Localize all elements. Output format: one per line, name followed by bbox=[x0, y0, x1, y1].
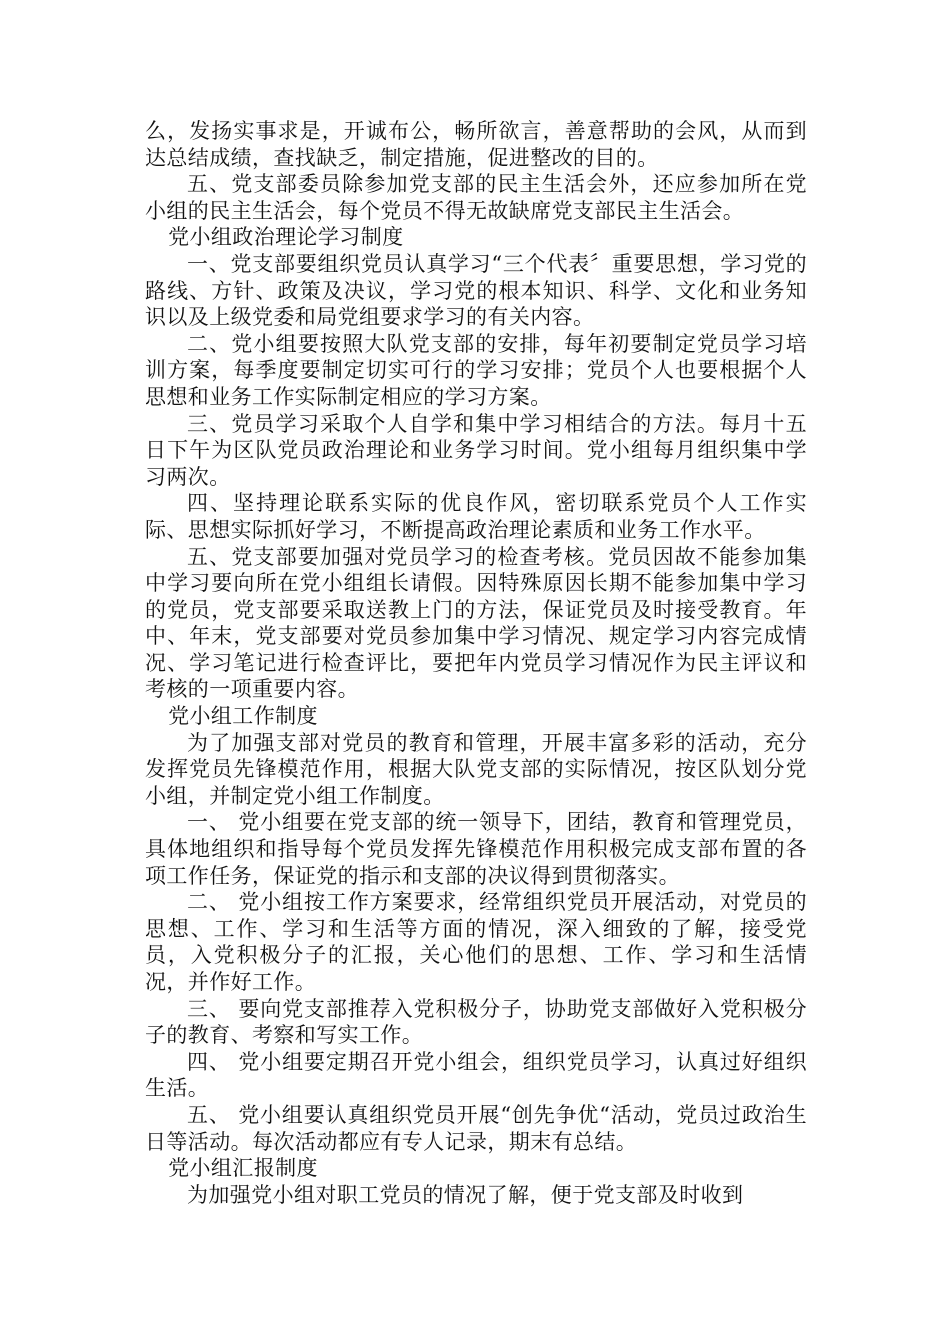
paragraph-study-item-2: 二、党小组要按照大队党支部的安排，每年初要制定党员学习培训方案，每季度要制定切实可行的学习安排；党员个人也要根据个人思想和业务工作实际制定相应的学习方案。 bbox=[145, 331, 807, 409]
paragraph-study-item-3: 三、党员学习采取个人自学和集中学习相结合的方法。每月十五日下午为区队党员政治理论和业务学习时间。党小组每月组织集中学习两次。 bbox=[145, 411, 807, 489]
paragraph-study-item-4: 四、坚持理论联系实际的优良作风，密切联系党员个人工作实际、思想实际抓好学习，不断提高政治理论素质和业务工作水平。 bbox=[145, 491, 807, 542]
section-heading-study-system: 党小组政治理论学习制度 bbox=[168, 225, 404, 250]
paragraph-committee-attendance: 五、党支部委员除参加党支部的民主生活会外，还应参加所在党小组的民主生活会，每个党员不得无故缺席党支部民主生活会。 bbox=[145, 172, 807, 223]
document-page bbox=[145, 118, 807, 1208]
paragraph-work-item-2: 二、 党小组按工作方案要求，经常组织党员开展活动，对党员的思想、工作、学习和生活等方面的情况，深入细致的了解，接受党员，入党积极分子的汇报，关心他们的思想、工作、学习和生活情况，并作好工作。 bbox=[145, 890, 807, 994]
paragraph-work-item-5: 五、 党小组要认真组织党员开展“创先争优“活动，党员过政治生日等活动。每次活动都应有专人记录，期末有总结。 bbox=[145, 1102, 807, 1154]
paragraph-work-intro: 为了加强支部对党员的教育和管理，开展丰富多彩的活动，充分发挥党员先锋模范作用，根据大队党支部的实际情况，按区队划分党小组，并制定党小组工作制度。 bbox=[145, 730, 807, 808]
paragraph-report-intro: 为加强党小组对职工党员的情况了解，便于党支部及时收到 bbox=[187, 1182, 744, 1207]
paragraph-work-item-4: 四、 党小组要定期召开党小组会，组织党员学习，认真过好组织生活。 bbox=[145, 1049, 807, 1101]
paragraph-work-item-1: 一、 党小组要在党支部的统一领导下，团结，教育和管理党员，具体地组织和指导每个党员发挥先锋模范作用积极完成支部布置的各项工作任务，保证党的指示和支部的决议得到贯彻落实。 bbox=[145, 810, 807, 888]
paragraph-study-item-5: 五、党支部要加强对党员学习的检查考核。党员因故不能参加集中学习要向所在党小组组长请假。因特殊原因长期不能参加集中学习的党员，党支部要采取送教上门的方法，保证党员及时接受教育。年中、年末，党支部要对党员参加集中学习情况、规定学习内容完成情况、学习笔记进行检查评比，要把年内党员学习情况作为民主评议和考核的一项重要内容。 bbox=[145, 544, 807, 702]
section-heading-report-system: 党小组汇报制度 bbox=[168, 1156, 318, 1181]
paragraph-work-item-3: 三、 要向党支部推荐入党积极分子，协助党支部做好入党积极分子的教育、考察和写实工作。 bbox=[145, 996, 807, 1048]
paragraph-study-item-1: 一、党支部要组织党员认真学习“三个代表〞重要思想，学习党的路线、方针、政策及决议，学习党的根本知识、科学、文化和业务知识以及上级党委和局党组要求学习的有关内容。 bbox=[145, 251, 807, 330]
section-heading-work-system: 党小组工作制度 bbox=[168, 704, 318, 729]
paragraph-meeting-style: 么，发扬实事求是，开诚布公，畅所欲言，善意帮助的会风，从而到达总结成绩，查找缺乏，制定措施，促进整改的目的。 bbox=[145, 119, 807, 170]
